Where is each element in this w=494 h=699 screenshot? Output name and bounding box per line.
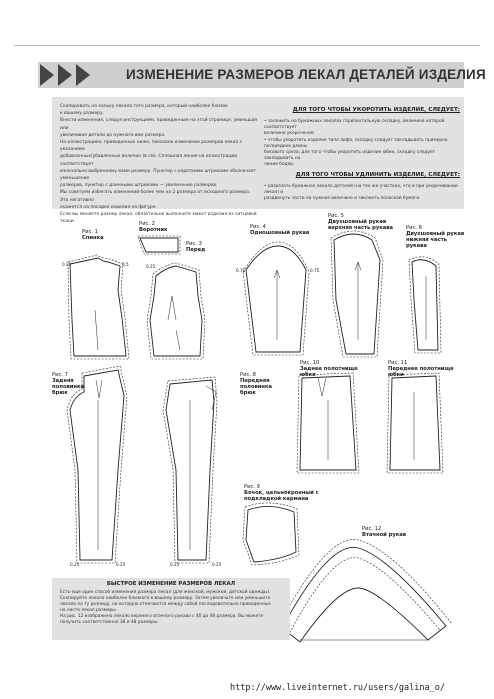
intro-line: Мы советуем избегать изменений более чем на 2 размера от исходного размера. Это негативно bbox=[60, 190, 251, 203]
set-in-sleeve-pattern bbox=[276, 539, 452, 642]
fig-name: Двухшовный рукав верхняя часть рукава bbox=[328, 219, 394, 231]
quick-line: На рис. 12 изображено лекало верхнего втачного рукава с 40 до 46 размера. Вы можете bbox=[60, 614, 264, 620]
shorten-line: величине укорочения; bbox=[264, 131, 315, 137]
intro-line: Если вы меняете размер лекал, обязательно выполните макет изделия из ситцевой ткани. bbox=[60, 212, 257, 225]
fig-number: Рис. 6 bbox=[406, 225, 422, 231]
side-pocket-pattern bbox=[243, 503, 299, 565]
back-bodice-pattern bbox=[68, 255, 129, 359]
quick-line: получить соответственно 38 и 48 размеры. bbox=[60, 620, 159, 626]
fig-number: Рис. 8 bbox=[240, 372, 256, 378]
fig-name: Воротник bbox=[139, 227, 168, 233]
fig-number: Рис. 12 bbox=[362, 526, 382, 532]
measure-label: 0.25 bbox=[170, 562, 180, 567]
collar-pattern bbox=[138, 236, 180, 254]
quick-text bbox=[60, 590, 284, 627]
fig-number: Рис. 7 bbox=[52, 372, 68, 378]
lengthen-line: • разрезать бумажное лекало деталей (на тех же участках, что и при укорачивании лекал) и bbox=[264, 184, 458, 196]
fig-name: Перед bbox=[186, 247, 206, 253]
measure-label: 0.75 bbox=[236, 268, 246, 273]
back-skirt-pattern bbox=[297, 373, 359, 473]
quick-line: лекало на ту разницу, на которую отличаются между собой последовательно приведенные bbox=[60, 602, 271, 608]
back-trouser-pattern bbox=[67, 366, 127, 563]
shorten-line: линии бедер. bbox=[264, 162, 295, 168]
front-trouser-pattern bbox=[163, 377, 217, 563]
measure-label: 0.5 bbox=[122, 262, 129, 267]
measure-label: 0.25 bbox=[212, 562, 222, 567]
quick-change-box bbox=[52, 578, 290, 640]
fig-name: Двухшовный рукав нижняя часть рукава bbox=[406, 231, 465, 249]
lengthen-heading: ДЛЯ ТОГО ЧТОБЫ УДЛИНИТЬ ИЗДЕЛИЕ, СЛЕДУЕТ: bbox=[295, 172, 460, 178]
fig-number: Рис. 1 bbox=[82, 229, 98, 235]
measure-label: 0.25 bbox=[116, 562, 126, 567]
quick-line: Скопируйте лекало наиболее близкого к вашему размеру. Затем увеличьте или уменьшите bbox=[60, 596, 271, 602]
shorten-line: бокового среза; для того чтобы укоротить изделие юбки, складку следует закладывать на bbox=[264, 150, 436, 162]
intro-line: размеров, пунктир с длинными штрихами — увеличение размеров. bbox=[60, 183, 218, 189]
intro-line: к вашему размеру. bbox=[60, 111, 104, 117]
shorten-line: • заложить на бумажных лекалах горизонтальную складку, величина которой соответствует bbox=[264, 119, 445, 131]
fig-name: Втачной рукав bbox=[362, 532, 407, 538]
intro-line: Скопировать на кальку лекала того размера, который наиболее близок bbox=[60, 104, 228, 109]
fig-number: Рис. 9 bbox=[244, 484, 260, 490]
shorten-heading: ДЛЯ ТОГО ЧТОБЫ УКОРОТИТЬ ИЗДЕЛИЕ, СЛЕДУЕТ: bbox=[292, 107, 460, 113]
measure-label: 0.25 bbox=[146, 264, 156, 269]
fig-name: Задняя половинка брюк bbox=[52, 378, 85, 396]
under-sleeve-pattern bbox=[409, 257, 441, 353]
lengthen-line: раздвинуть части на нужное величине и заклеить полоской бумаги. bbox=[264, 196, 421, 202]
quick-line: на листе лекал размеры. bbox=[60, 608, 117, 614]
fig-name: Спинка bbox=[82, 235, 104, 241]
fig-number: Рис. 10 bbox=[300, 360, 320, 366]
quick-line: Есть еще один способ изменения размера лекал (для женской, мужской, детской одежды). bbox=[60, 590, 271, 595]
fig-name: Переднее полотнище юбки bbox=[388, 366, 454, 378]
intro-line: изначально выбранному вами размеру. Пунктир с короткими штрихами обозначает уменьшение bbox=[60, 168, 257, 182]
intro-line: увеличивая детали до нужного вам размера. bbox=[60, 132, 166, 138]
source-url[interactable]: http://www.liveinternet.ru/users/galina_o/ bbox=[230, 683, 445, 693]
intro-line: На иллюстрациях, приведенных ниже, показано изменение размеров лекал с указанием bbox=[60, 140, 243, 153]
fig-name: Бочок, цельнокроеный с подкладкой кармана bbox=[244, 490, 319, 502]
front-bodice-pattern bbox=[147, 263, 205, 359]
page-title: ИЗМЕНЕНИЕ РАЗМЕРОВ ЛЕКАЛ ДЕТАЛЕЙ ИЗДЕЛИЯ bbox=[126, 67, 486, 82]
fig-number: Рис. 5 bbox=[328, 213, 344, 219]
fig-name: Заднее полотнище юбки bbox=[300, 366, 358, 378]
fig-name: Одношовный рукав bbox=[250, 230, 310, 236]
front-skirt-pattern bbox=[387, 373, 443, 473]
fig-number: Рис. 4 bbox=[250, 224, 266, 230]
fig-number: Рис. 3 bbox=[186, 241, 202, 247]
intro-line: скажется на посадке изделия на фигуре. bbox=[60, 204, 157, 210]
measure-label: 0.25 bbox=[70, 562, 80, 567]
shorten-line: • чтобы укоротить изделие типа лифа, складку следует закладывать примерно посередине длины bbox=[264, 137, 448, 149]
intro-line: Внести изменения, следуя инструкциям, приведенным на этой странице, уменьшая или bbox=[60, 118, 258, 131]
fig-number: Рис. 2 bbox=[139, 221, 155, 227]
intro-line: добавленных/убавленных величин (в см). Сплошная линия на иллюстрации соответствует bbox=[60, 154, 238, 167]
one-seam-sleeve-pattern bbox=[243, 242, 309, 355]
measure-label: 0.25 bbox=[62, 262, 72, 267]
measure-label: 0.75 bbox=[310, 268, 320, 273]
quick-heading: БЫСТРОЕ ИЗМЕНЕНИЕ РАЗМЕРОВ ЛЕКАЛ bbox=[106, 581, 236, 587]
fig-name: Передняя половинка брюк bbox=[240, 378, 273, 396]
fig-number: Рис. 11 bbox=[388, 360, 408, 366]
upper-sleeve-pattern bbox=[331, 231, 383, 357]
